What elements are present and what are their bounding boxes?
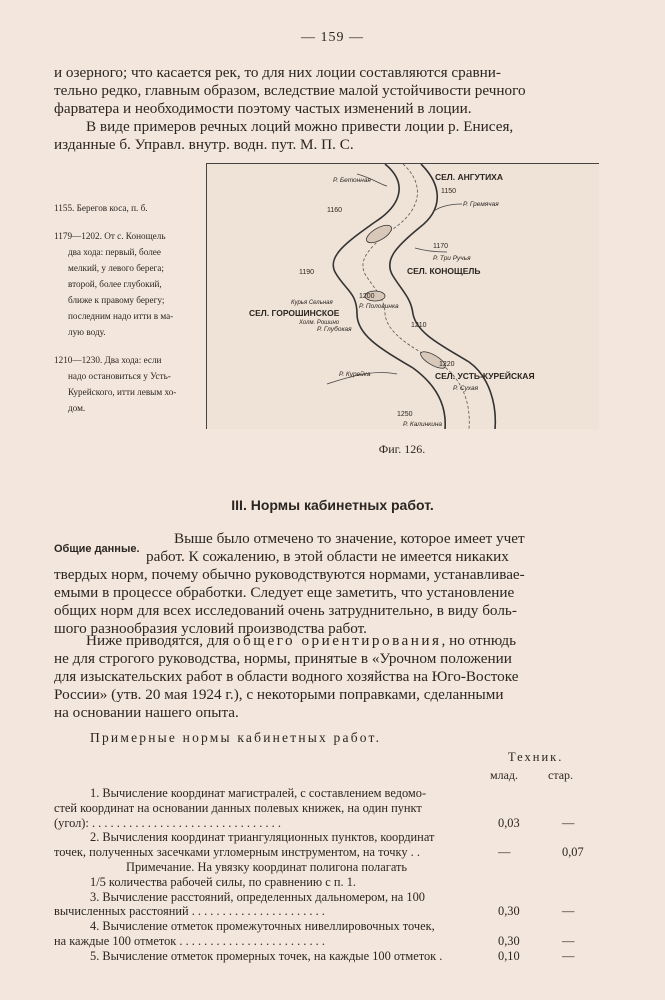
note-line: второй, более глубокий,: [68, 279, 162, 289]
map-label: Р. Калинкина: [403, 421, 443, 428]
margin-note: [54, 352, 214, 416]
figure-caption: Фиг. 126.: [378, 442, 426, 456]
list-item-line: вычисленных расстояний . . . . . . . . . . . . . . . . . . . . . . 0,30 —: [54, 904, 575, 919]
list-item-line: (угол): . . . . . . . . . . . . . . . . . . . . . . . . . . . . . . . 0,03 —: [54, 815, 575, 830]
value-junior: 0,30: [498, 904, 520, 919]
list-item-line: 4. Вычисление отметок промежуточных нивеллировочных точек,: [90, 919, 435, 934]
map-label: 1250: [397, 411, 413, 418]
note-line: 1155. Берегов коса, п. б.: [54, 203, 148, 213]
text-line: емыми в процессе обработки. Следует еще заметить, что установление: [54, 584, 515, 601]
text-fragment: , но отнюдь: [441, 632, 517, 649]
map-label: СЕЛ. ГОРОШИНСКОЕ: [249, 308, 340, 318]
spaced-emphasis: общего ориентирования: [232, 632, 442, 649]
note-line: последним надо итти в ма-: [68, 311, 174, 321]
margin-notes: [54, 200, 214, 428]
page-number: — 159 —: [301, 30, 364, 45]
river-map-figure: [206, 163, 599, 429]
note-line: 1210—1230. Два хода: если: [54, 355, 162, 365]
value-junior: —: [498, 845, 511, 860]
note-line: 1179—1202. От с. Конощель: [54, 231, 166, 241]
list-item-line: 1/5 количества рабочей силы, по сравнению с п. 1.: [90, 874, 357, 889]
map-label: Р. Глубокая: [317, 326, 352, 333]
paragraph-2: [54, 118, 594, 154]
list-item-line: 2. Вычисления координат триангуляционных пунктов, координат: [90, 830, 435, 845]
list-item-line: точек, полученных засечками угломерным инструментом, на точку . . — 0,07: [54, 845, 584, 860]
paragraph-4: [54, 632, 594, 722]
text-line: шого разнообразия условий производства работ.: [54, 620, 367, 637]
text-line: В виде примеров речных лоций можно привести лоции р. Енисея,: [86, 118, 514, 135]
text-line: [54, 632, 594, 650]
note-line: два хода: первый, более: [68, 247, 161, 257]
map-label: СЕЛ. АНГУТИХА: [435, 172, 503, 182]
map-label: Р. Половинка: [359, 303, 399, 310]
map-label: Р. Гремячая: [463, 201, 499, 208]
column-junior: млад.: [490, 768, 519, 782]
paragraph-3: [54, 530, 594, 638]
text-line: изданные б. Управл. внутр. водн. пут. М. П. С.: [54, 136, 354, 153]
text-line: общих норм для всех исследований очень затруднительно, в виду боль-: [54, 602, 517, 619]
value-junior: 0,03: [498, 815, 520, 830]
note-line: лую воду.: [68, 327, 106, 337]
map-label: 1190: [299, 269, 315, 276]
value-senior: —: [562, 933, 575, 948]
margin-note: [54, 228, 214, 340]
map-label: 1200: [359, 293, 375, 300]
norms-list: [54, 786, 599, 964]
river-map: [207, 164, 599, 429]
technician-header: Техник.: [508, 750, 564, 764]
note-line: Курейского, итти левым хо-: [68, 387, 177, 397]
island: [364, 222, 394, 246]
map-label: Р. Бетонная: [333, 177, 371, 184]
text-line: Выше было отмечено то значение, которое имеет учет: [174, 530, 525, 547]
text-line: и озерного; что касается рек, то для них лоции составляются сравни-: [54, 64, 501, 81]
map-label: 1150: [441, 188, 457, 195]
map-label: СЕЛ. КОНОЩЕЛЬ: [407, 266, 481, 276]
norms-title: Примерные нормы кабинетных работ.: [90, 730, 382, 745]
paragraph-1: [54, 64, 594, 118]
column-senior: стар.: [548, 768, 574, 782]
note-line: дом.: [68, 403, 86, 413]
note-line: мелкий, у левого берега;: [68, 263, 164, 273]
map-label: 1170: [433, 243, 449, 250]
list-item-line: стей координат на основании данных полевых книжек, на один пункт: [54, 800, 422, 815]
text-fragment: Ниже приводятся, для: [86, 632, 233, 649]
value-senior: 0,07: [562, 845, 584, 860]
note-line: надо остановиться у Усть-: [68, 371, 171, 381]
map-label: Р. Сухая: [453, 385, 479, 392]
list-item-line: на каждые 100 отметок . . . . . . . . . . . . . . . . . . . . . . . . 0,30 —: [54, 933, 575, 948]
side-heading: Общие данные.: [54, 543, 140, 555]
text-line: для изыскательских работ в области водного хозяйства на Юго-Востоке: [54, 668, 519, 685]
value-senior: —: [562, 904, 575, 919]
list-item-line: Примечание. На увязку координат полигона полагать: [126, 859, 408, 874]
text-line: работ. К сожалению, в этой области не имеется никаких: [146, 548, 509, 565]
map-label: СЕЛ. УСТЬ-КУРЕЙСКАЯ: [435, 371, 535, 381]
text-line: России» (утв. 20 мая 1924 г.), с некоторыми поправками, сделанными: [54, 686, 504, 703]
value-junior: 0,10: [498, 948, 520, 963]
map-label: Холм. Рошино: [299, 320, 340, 326]
map-label: 1160: [327, 207, 343, 214]
list-item-line: 1. Вычисление координат магистралей, с составлением ведомо-: [90, 786, 427, 800]
text-line: фарватера и необходимости поэтому частых изменений в лоции.: [54, 100, 472, 117]
text-line: тельно редко, главным образом, вследствие малой устойчивости речного: [54, 82, 526, 99]
tributary: [433, 204, 462, 212]
list-item-line: 5. Вычисление отметок промерных точек, на каждые 100 отметок . 0,10 —: [90, 948, 575, 963]
map-label: Р. Три Ручья: [433, 255, 471, 262]
note-line: ближе к правому берегу;: [68, 295, 165, 305]
text-line: твердых норм, почему обычно руководствуются нормами, устанавливае-: [54, 566, 525, 583]
map-label: Курья Сельная: [291, 300, 333, 306]
margin-note: [54, 200, 214, 216]
map-label: Р. Курейка: [339, 371, 371, 378]
value-junior: 0,30: [498, 933, 520, 948]
value-senior: —: [562, 948, 575, 963]
section-title: III. Нормы кабинетных работ.: [231, 497, 434, 513]
river-left-bank: [333, 164, 445, 429]
text-line: не для строгого руководства, нормы, принятые в «Урочном положении: [54, 650, 512, 667]
map-label: 1210: [411, 322, 427, 329]
map-label: 1220: [439, 361, 455, 368]
text-line: на основании нашего опыта.: [54, 704, 239, 721]
list-item-line: 3. Вычисление расстояний, определенных дальномером, на 100: [90, 889, 425, 904]
value-senior: —: [562, 815, 575, 830]
